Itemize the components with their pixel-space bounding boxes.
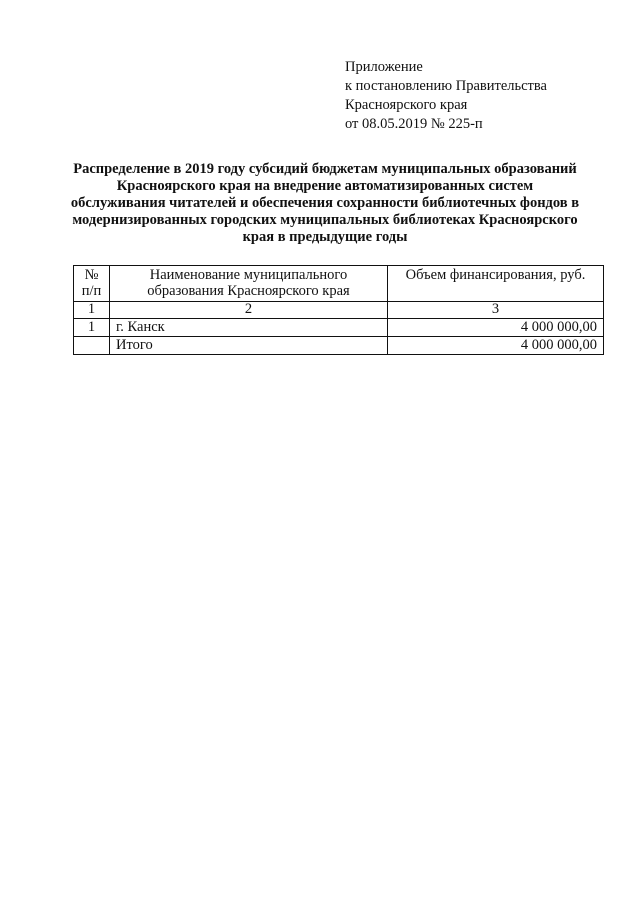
title-line: Красноярского края на внедрение автоматизированных систем xyxy=(116,178,534,194)
total-amount: 4 000 000,00 xyxy=(388,337,604,355)
row-number: 1 xyxy=(74,319,110,337)
distribution-table xyxy=(73,265,604,355)
table-row xyxy=(74,319,604,337)
appendix-line: к постановлению Правительства xyxy=(345,78,547,94)
appendix-block xyxy=(345,58,547,134)
header-municipality-line1: Наименование муниципального xyxy=(149,267,348,283)
column-number-row xyxy=(74,302,604,319)
row-amount: 4 000 000,00 xyxy=(388,319,604,337)
table-header-row xyxy=(74,266,604,302)
column-number: 1 xyxy=(74,302,110,319)
document-title xyxy=(60,161,590,246)
column-number: 3 xyxy=(388,302,604,319)
header-number-line2: п/п xyxy=(81,283,102,299)
title-line: модернизированных городских муниципальных библиотеках Красноярского xyxy=(72,212,578,228)
table-total-row xyxy=(74,337,604,355)
row-municipality: г. Канск xyxy=(110,319,388,337)
header-number xyxy=(74,266,110,302)
total-label: Итого xyxy=(110,337,388,355)
title-line: обслуживания читателей и обеспечения сохранности библиотечных фондов в xyxy=(70,195,580,211)
header-municipality xyxy=(110,266,388,302)
appendix-line: Красноярского края xyxy=(345,97,468,113)
header-number-line1: № xyxy=(84,267,99,283)
appendix-line: от 08.05.2019 № 225-п xyxy=(345,116,483,132)
header-municipality-line2: образования Красноярского края xyxy=(147,283,350,299)
appendix-line: Приложение xyxy=(345,59,423,75)
row-number xyxy=(74,337,110,355)
header-amount-label: Объем финансирования, руб. xyxy=(405,267,586,283)
header-amount xyxy=(388,266,604,302)
column-number: 2 xyxy=(110,302,388,319)
title-line: Распределение в 2019 году субсидий бюджетам муниципальных образований xyxy=(73,161,577,177)
title-line: края в предыдущие годы xyxy=(242,229,408,245)
